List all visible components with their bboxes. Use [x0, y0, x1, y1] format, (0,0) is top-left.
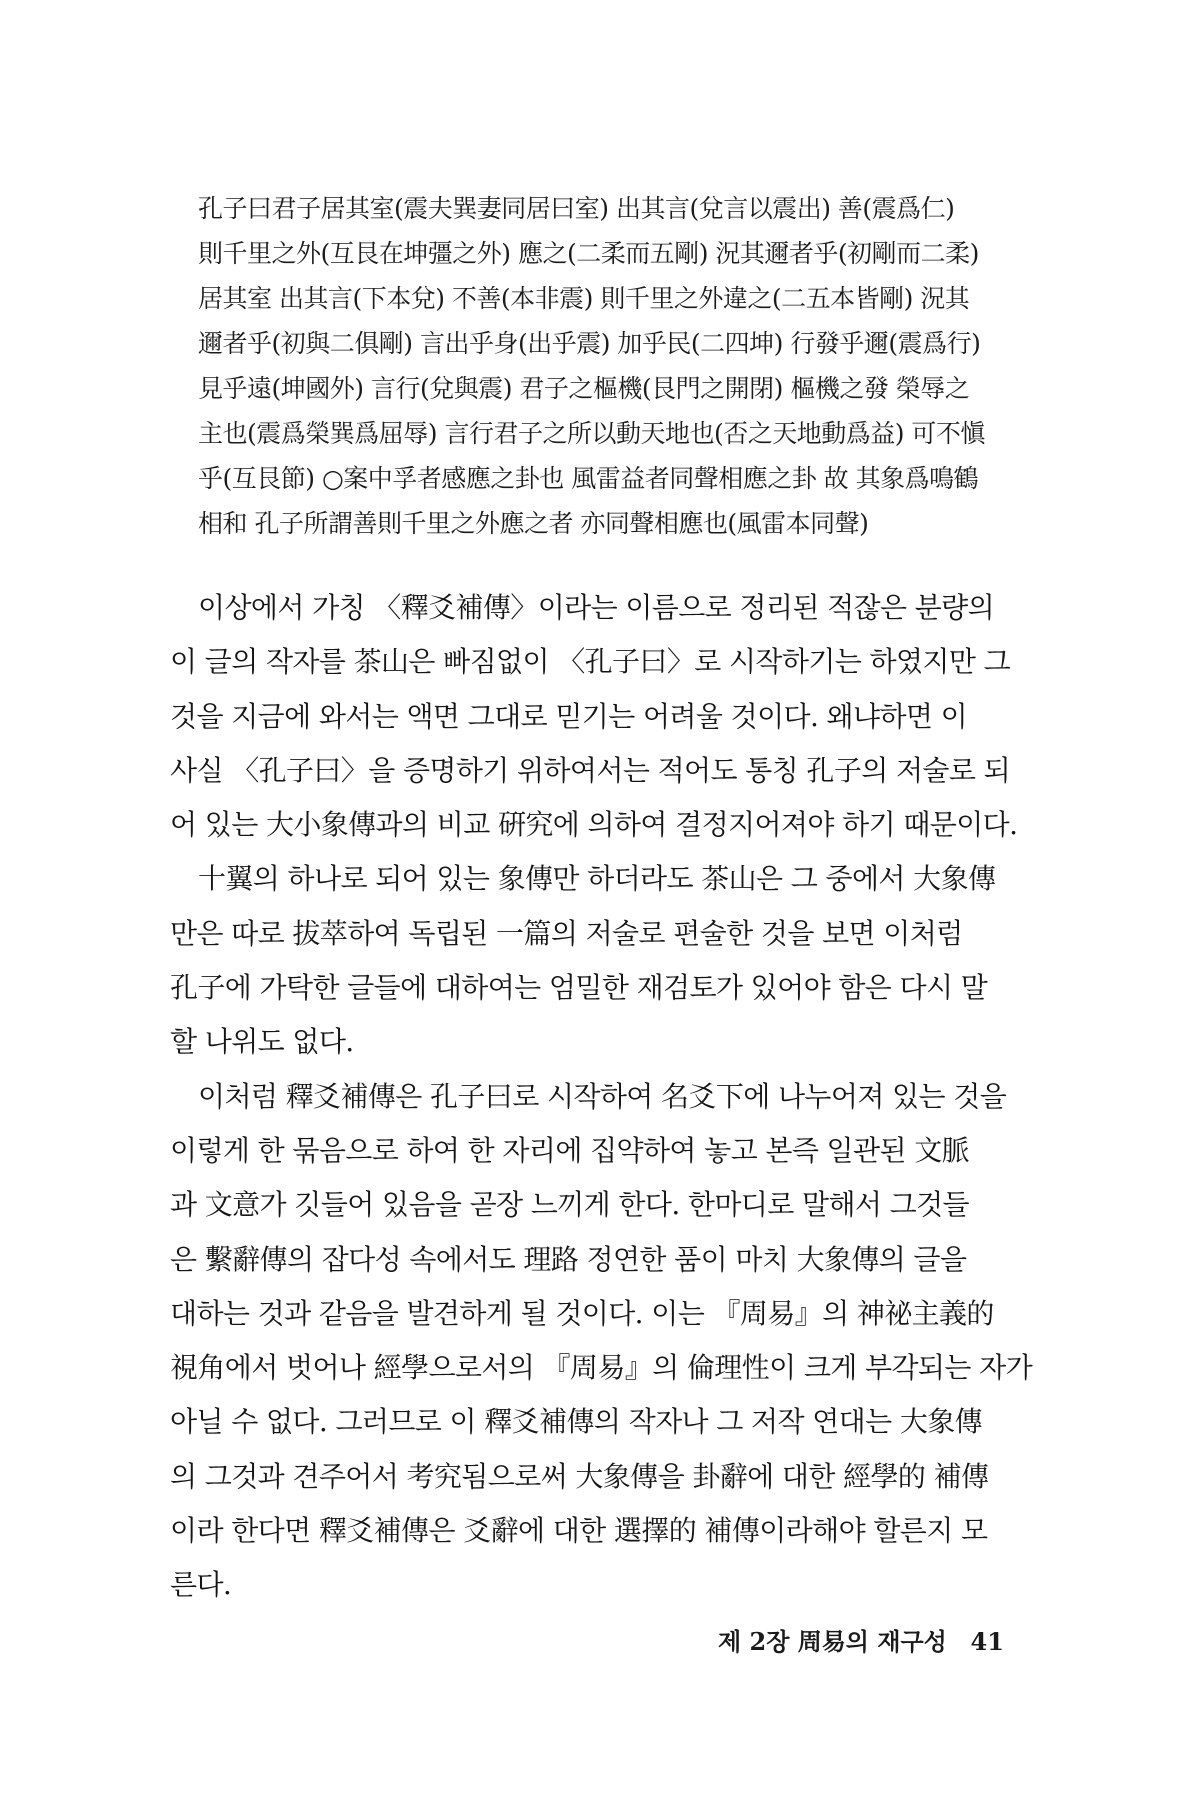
body-line: 이상에서 가칭 〈釋爻補傳〉이라는 이름으로 정리된 적잖은 분량의	[198, 591, 995, 624]
body-line: 만은 따로 拔萃하여 독립된 一篇의 저술로 편술한 것을 보면 이처럼	[170, 916, 963, 950]
body-line: 이렇게 한 묶음으로 하여 한 자리에 집약하여 놓고 본즉 일관된 文脈	[170, 1133, 970, 1167]
body-line: 은 繫辭傳의 잡다성 속에서도 理路 정연한 품이 마치 大象傳의 글을	[170, 1242, 967, 1276]
body-line: 이라 한다면 釋爻補傳은 爻辭에 대한 選擇的 補傳이라해야 할른지 모	[170, 1514, 988, 1548]
body-line: 할 나위도 없다.	[170, 1025, 354, 1059]
body-line: 十翼의 하나로 되어 있는 象傳만 하더라도 茶山은 그 중에서 大象傳	[198, 862, 996, 896]
body-line: 과 文意가 깃들어 있음을 곧장 느끼게 한다. 한마디로 말해서 그것들	[170, 1188, 970, 1222]
quotation-line: 乎(互艮節) ○案中孚者感應之卦也 風雷益者同聲相應之卦 故 其象爲鳴鶴	[198, 464, 979, 493]
body-paragraphs	[170, 581, 1050, 1613]
body-line: 이 글의 작자를 茶山은 빠짐없이 〈孔子曰〉로 시작하기는 하였지만 그	[170, 645, 1011, 679]
page-number: 41	[970, 1627, 1004, 1656]
running-footer	[718, 1622, 1058, 1662]
quotation-line: 則千里之外(互艮在坤彊之外) 應之(二柔而五剛) 況其邇者乎(初剛而二柔)	[198, 239, 979, 268]
body-line: 孔子에 가탁한 글들에 대하여는 엄밀한 재검토가 있어야 함은 다시 말	[170, 971, 988, 1005]
body-line: 視角에서 벗어나 經學으로서의 『周易』의 倫理性이 크게 부각되는 자가	[170, 1351, 1033, 1385]
body-line: 것을 지금에 와서는 액면 그대로 믿기는 어려울 것이다. 왜냐하면 이	[170, 699, 968, 733]
quotation-line: 邇者乎(初與二俱剛) 言出乎身(出乎震) 加乎民(二四坤) 行發乎邇(震爲行)	[198, 329, 981, 358]
body-line: 이처럼 釋爻補傳은 孔子曰로 시작하여 名爻下에 나누어져 있는 것을	[198, 1079, 1007, 1113]
body-line: 아닐 수 없다. 그러므로 이 釋爻補傳의 작자나 그 저작 연대는 大象傳	[170, 1405, 983, 1439]
quotation-line: 主也(震爲榮巽爲屈辱) 言行君子之所以動天地也(否之天地動爲益) 可不愼	[198, 419, 985, 448]
quotation-line: 見乎遠(坤國外) 言行(兌與震) 君子之樞機(艮門之開閉) 樞機之發 榮辱之	[198, 374, 970, 403]
quotation-line: 相和 孔子所謂善則千里之外應之者 亦同聲相應也(風雷本同聲)	[198, 509, 869, 538]
quotation-line: 居其室 出其言(下本兌) 不善(本非震) 則千里之外違之(二五本皆剛) 況其	[198, 284, 970, 313]
chapter-title: 제 2장 周易의 재구성	[718, 1627, 947, 1656]
body-line: 대하는 것과 같음을 발견하게 될 것이다. 이는 『周易』의 神祕主義的	[170, 1296, 994, 1330]
body-line: 의 그것과 견주어서 考究됨으로써 大象傳을 卦辭에 대한 經學的 補傳	[170, 1459, 989, 1493]
quotation-line: 孔子曰君子居其室(震夫巽妻同居曰室) 出其言(兌言以震出) 善(震爲仁)	[198, 194, 955, 223]
body-line: 사실 〈孔子曰〉을 증명하기 위하여서는 적어도 통칭 孔子의 저술로 되	[170, 753, 1011, 787]
classical-quotation-block	[198, 186, 1050, 546]
body-line: 른다.	[170, 1568, 232, 1602]
body-line: 어 있는 大小象傳과의 비교 硏究에 의하여 결정지어져야 하기 때문이다.	[170, 808, 1018, 842]
